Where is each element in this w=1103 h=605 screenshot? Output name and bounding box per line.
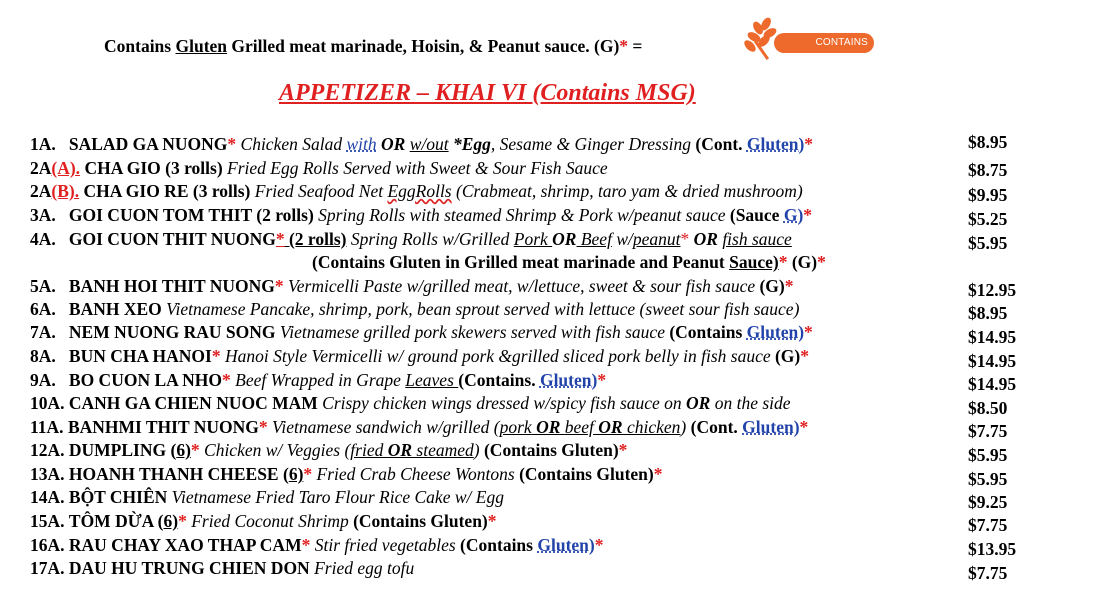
item-price: $14.95 [968,374,1017,394]
menu-item: 16A. RAU CHAY XAO THAP CAM* Stir fried vegetables (Contains Gluten)* [30,535,604,555]
menu-item: 1A. SALAD GA NUONG* Chicken Salad with OR w/out *Egg, Sesame & Ginger Dressing (Cont. Gluten)* [30,134,814,154]
item-price: $13.95 [968,539,1017,559]
item-price: $8.75 [968,160,1008,180]
badge-label: CONTAINS GLUTEN [774,33,874,53]
gluten-legend [104,36,642,57]
item-price: $7.75 [968,421,1008,441]
item-price: $8.50 [968,398,1008,418]
legend-equals: = [628,36,643,56]
menu-item: 2A(A). CHA GIO (3 rolls) Fried Egg Rolls Served with Sweet & Sour Fish Sauce [30,158,608,178]
menu-item: 5A. BANH HOI THIT NUONG* Vermicelli Paste w/grilled meat, w/lettuce, sweet & sour fish sauce (G)* [30,276,794,296]
section-title: APPETIZER – KHAI VI (Contains MSG) [279,80,696,106]
item-price: $5.95 [968,233,1008,253]
menu-item: 6A. BANH XEO Vietnamese Pancake, shrimp, pork, bean sprout served with lettuce (sweet sour fish sauce) [30,299,800,319]
item-price: $9.95 [968,185,1008,205]
menu-item: 2A(B). CHA GIO RE (3 rolls) Fried Seafood Net EggRolls (Crabmeat, shrimp, taro yam & dried mushroom) [30,181,803,201]
item-price: $5.95 [968,469,1008,489]
contains-gluten-badge [740,14,876,66]
menu-item: 14A. BỘT CHIÊN Vietnamese Fried Taro Flour Rice Cake w/ Egg [30,487,504,507]
wheat-icon [740,14,800,66]
menu-item: 17A. DAU HU TRUNG CHIEN DON Fried egg tofu [30,558,415,578]
menu-item: 11A. BANHMI THIT NUONG* Vietnamese sandwich w/grilled (pork OR beef OR chicken) (Cont. Gluten)* [30,417,809,437]
item-price: $14.95 [968,327,1017,347]
menu-item: 9A. BO CUON LA NHO* Beef Wrapped in Grape Leaves (Contains. Gluten)* [30,370,607,390]
menu-item: 10A. CANH GA CHIEN NUOC MAM Crispy chicken wings dressed w/spicy fish sauce on OR on the side [30,393,791,413]
item-price: $5.25 [968,209,1008,229]
legend-star: * [619,36,629,56]
item-price: $7.75 [968,515,1008,535]
menu-item-note: (Contains Gluten in Grilled meat marinade and Peanut Sauce)* (G)* [312,252,826,272]
menu-item: 4A. GOI CUON THIT NUONG* (2 rolls) Spring Rolls w/Grilled Pork OR Beef w/peanut* OR fish sauce [30,229,792,249]
menu-item: 15A. TÔM DỪA (6)* Fried Coconut Shrimp (Contains Gluten)* [30,511,497,531]
item-price: $12.95 [968,280,1017,300]
item-price: $8.95 [968,303,1008,323]
menu-item: 8A. BUN CHA HANOI* Hanoi Style Vermicelli w/ ground pork &grilled sliced pork belly in fish sauce (G)* [30,346,810,366]
item-price: $7.75 [968,563,1008,583]
legend-gluten: Gluten [175,36,228,56]
menu-item: 3A. GOI CUON TOM THIT (2 rolls) Spring Rolls with steamed Shrimp & Pork w/peanut sauce (Sauce G)* [30,205,813,225]
menu-item: 7A. NEM NUONG RAU SONG Vietnamese grilled pork skewers served with fish sauce (Contains Gluten)* [30,322,813,342]
item-price: $9.25 [968,492,1008,512]
menu-item: 13A. HOANH THANH CHEESE (6)* Fried Crab Cheese Wontons (Contains Gluten)* [30,464,663,484]
item-price: $14.95 [968,351,1017,371]
item-price: $8.95 [968,132,1008,152]
legend-text: Contains [104,36,172,56]
legend-text: Grilled meat marinade, Hoisin, & Peanut sauce. (G) [227,36,620,56]
menu-item: 12A. DUMPLING (6)* Chicken w/ Veggies (fried OR steamed) (Contains Gluten)* [30,440,628,460]
item-price: $5.95 [968,445,1008,465]
